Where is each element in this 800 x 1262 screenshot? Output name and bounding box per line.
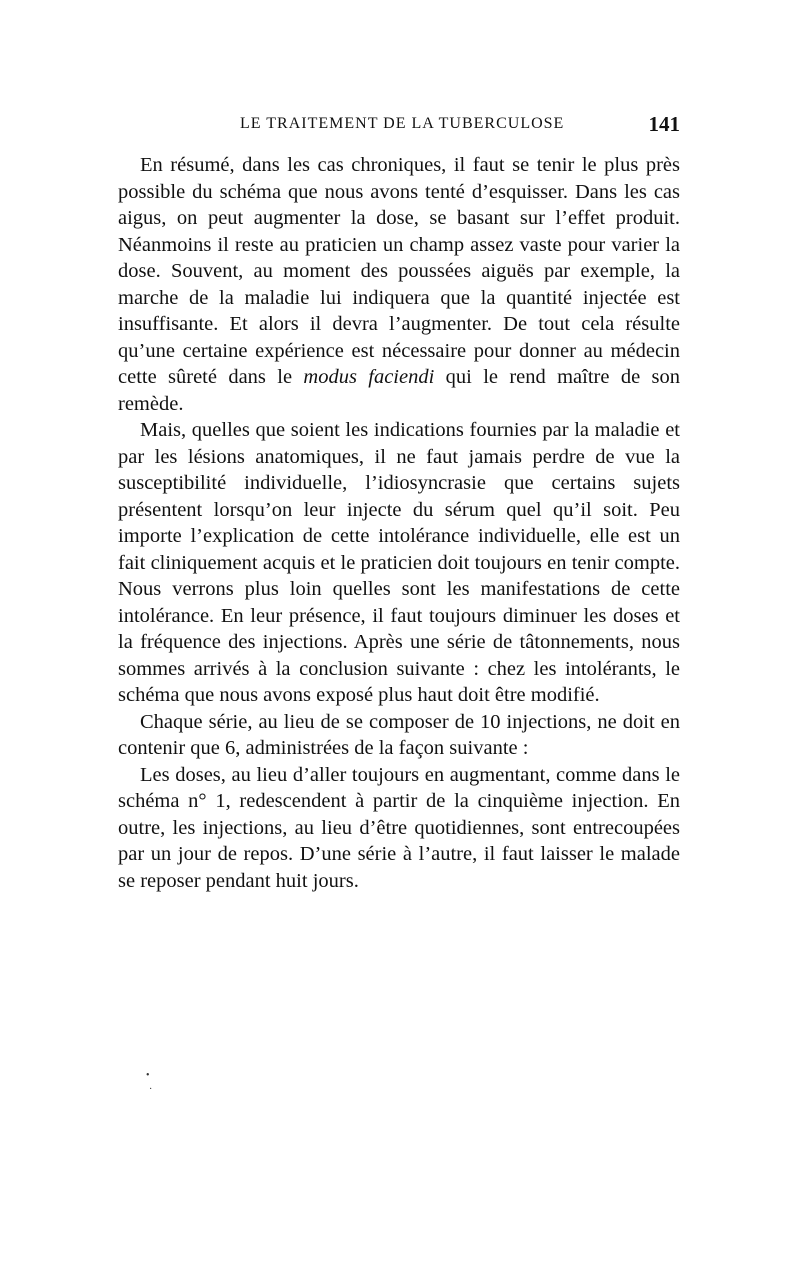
page-number: 141 xyxy=(648,112,680,136)
paragraph-1 xyxy=(118,152,680,417)
paragraph-1-text-end: qui le rend maître de son remède. xyxy=(118,366,680,415)
paragraph-3: Chaque série, au lieu de se composer de 10 injections, ne doit en contenir que 6, administrées de la façon suivante : xyxy=(118,710,680,759)
paragraph-1-text: En résumé, dans les cas chroniques, il faut se tenir le plus près possible du schéma que nous avons tenté d’esquisser. Dans les cas aigus, on peut augmenter la dose, se basant sur l’effet produit. Néanmoins il reste au praticien un champ assez vaste pour varier la dose. Souvent, au moment des poussées aiguës par exemple, la marche de la maladie lui indiquera que la quantité injectée est insuffisante. Et alors il devra l’augmenter. De tout cela résulte qu’une certaine expérience est nécessaire pour donner au médecin cette sûreté dans le xyxy=(118,154,680,388)
ink-speck: • xyxy=(146,1070,150,1081)
paragraph-1-italic: modus faciendi xyxy=(303,366,435,388)
page-header xyxy=(118,112,680,139)
ink-speck: · xyxy=(149,1084,153,1095)
running-title: LE TRAITEMENT DE LA TUBERCULOSE xyxy=(240,115,565,132)
body-text xyxy=(118,152,680,894)
paragraph-2: Mais, quelles que soient les indications fournies par la maladie et par les lésions anatomiques, il ne faut jamais perdre de vue la susceptibilité individuelle, l’idiosyncrasie que certains sujets présentent lorsqu’on leur injecte du sérum quel qu’il soit. Peu importe l’explication de cette intolérance individuelle, elle est un fait cliniquement acquis et le praticien doit toujours en tenir compte. Nous verrons plus loin quelles sont les manifestations de cette intolérance. En leur présence, il faut toujours diminuer les doses et la fréquence des injections. Après une série de tâtonnements, nous sommes arrivés à la conclusion suivante : chez les intolérants, le schéma que nous avons exposé plus haut doit être modifié. xyxy=(118,419,680,706)
paragraph-4: Les doses, au lieu d’aller toujours en augmentant, comme dans le schéma n° 1, redescendent à partir de la cinquième injection. En outre, les injections, au lieu d’être quotidiennes, sont entrecoupées par un jour de repos. D’une série à l’autre, il faut laisser le malade se reposer pendant huit jours. xyxy=(118,763,680,892)
